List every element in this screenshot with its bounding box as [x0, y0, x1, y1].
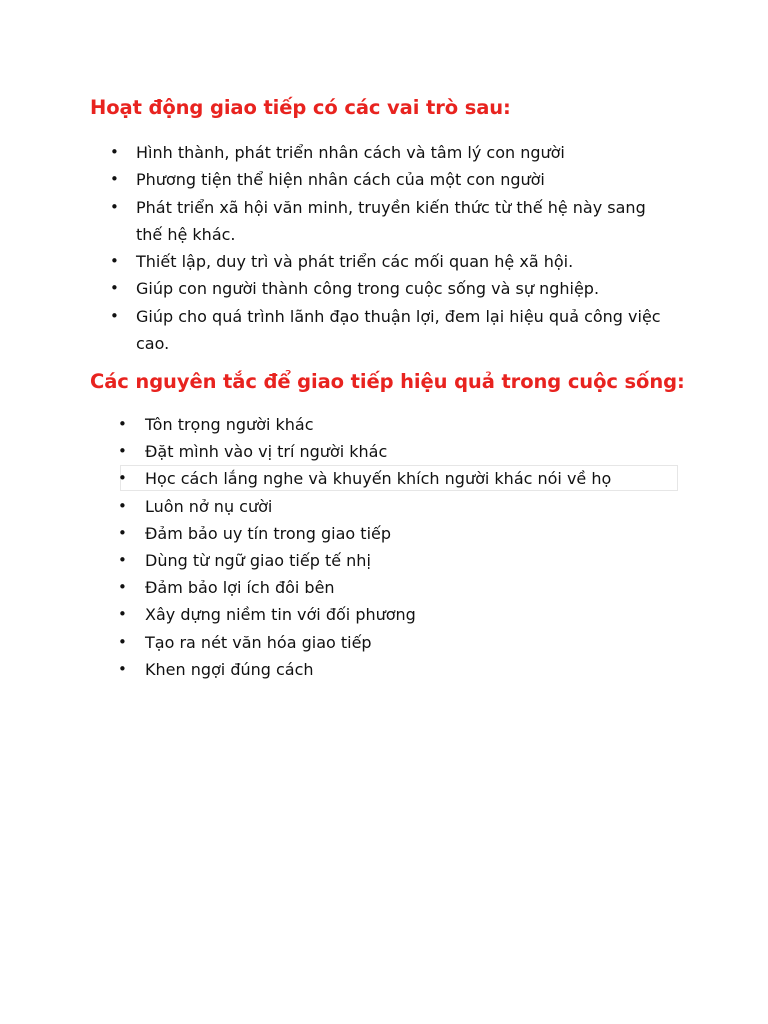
list-item — [118, 574, 678, 601]
bullet-icon: • — [110, 143, 119, 161]
bullet-icon: • — [118, 605, 127, 624]
list-item-text: Khen ngợi đúng cách — [145, 659, 314, 679]
list-item — [118, 411, 678, 438]
bullet-icon: • — [118, 469, 127, 488]
list-item — [118, 438, 678, 465]
bullet-icon: • — [118, 415, 127, 433]
bullet-icon: • — [110, 197, 119, 216]
list-item-text: Đảm bảo lợi ích đôi bên — [145, 578, 335, 598]
section-title-roles: Hoạt động giao tiếp có các vai trò sau: — [90, 96, 511, 119]
list-item — [118, 493, 678, 520]
list-item-text: Giúp cho quá trình lãnh đạo thuận lợi, đem lại hiệu quả công việc cao. — [136, 306, 661, 354]
bullet-icon: • — [118, 551, 127, 570]
list-item-text: Giúp con người thành công trong cuộc sống và sự nghiệp. — [136, 279, 600, 299]
list-item — [110, 303, 670, 358]
list-item-text: Hình thành, phát triển nhân cách và tâm lý con người — [136, 143, 565, 162]
list-item-text: Tạo ra nét văn hóa giao tiếp — [145, 632, 372, 652]
list-item-text: Phát triển xã hội văn minh, truyền kiến thức từ thế hệ này sang thế hệ khác. — [136, 197, 646, 244]
bullet-icon: • — [118, 496, 127, 515]
list-item — [118, 601, 678, 628]
roles-list — [110, 139, 670, 357]
list-item — [118, 656, 678, 683]
list-item — [110, 275, 670, 302]
list-item-text: Xây dựng niềm tin với đối phương — [145, 605, 416, 625]
list-item-text: Thiết lập, duy trì và phát triển các mối quan hệ xã hội. — [136, 252, 574, 272]
bullet-icon: • — [110, 252, 119, 271]
list-item — [110, 248, 670, 275]
principles-list — [118, 411, 678, 683]
list-item — [110, 166, 670, 193]
bullet-icon: • — [110, 279, 119, 298]
bullet-icon: • — [110, 170, 119, 189]
list-item — [118, 520, 678, 547]
list-item — [110, 139, 670, 166]
list-item — [118, 629, 678, 656]
bullet-icon: • — [118, 632, 127, 651]
bullet-icon: • — [118, 442, 127, 461]
list-item-text: Đặt mình vào vị trí người khác — [145, 442, 388, 462]
list-item-text: Tôn trọng người khác — [145, 415, 314, 434]
list-item — [118, 465, 678, 492]
bullet-icon: • — [118, 659, 127, 678]
section-title-principles: Các nguyên tắc để giao tiếp hiệu quả trong cuộc sống: — [90, 370, 685, 393]
bullet-icon: • — [118, 578, 127, 597]
list-item — [118, 547, 678, 574]
list-item-text: Đảm bảo uy tín trong giao tiếp — [145, 523, 392, 543]
bullet-icon: • — [118, 523, 127, 542]
list-item-text: Học cách lắng nghe và khuyến khích người khác nói về họ — [145, 469, 612, 489]
list-item-text: Luôn nở nụ cười — [145, 496, 273, 516]
list-item — [110, 194, 670, 249]
list-item-text: Dùng từ ngữ giao tiếp tế nhị — [145, 551, 371, 571]
bullet-icon: • — [110, 306, 119, 325]
list-item-text: Phương tiện thể hiện nhân cách của một con người — [136, 170, 545, 190]
